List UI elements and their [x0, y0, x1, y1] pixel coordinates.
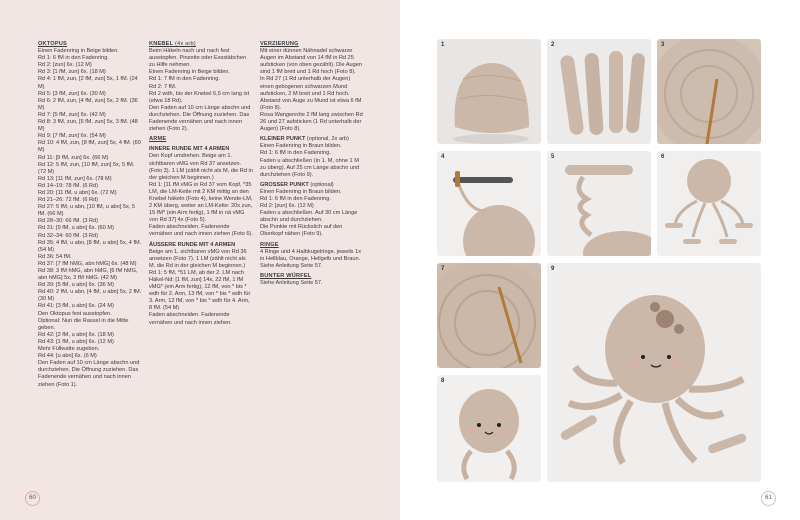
instruction-line — [149, 76, 253, 83]
instruction-line — [38, 183, 142, 190]
instruction-line — [38, 339, 142, 346]
photo-number: 8 — [441, 378, 445, 384]
subsection-heading — [149, 146, 253, 153]
instruction-line — [260, 158, 364, 179]
section-heading — [260, 273, 364, 280]
line-text: Rd 1: 7 fM in den Fadenring. — [149, 76, 220, 83]
line-text: Rd 20: [11 fM, u abn] 6x. (72 M) — [38, 189, 117, 196]
instruction-line — [38, 318, 142, 332]
instruction-line — [260, 48, 364, 76]
text-column-2 — [149, 38, 253, 327]
instruction-line — [38, 112, 142, 119]
line-text: Rd 42: [2 fM, u abn] 6x. (18 M) — [38, 331, 114, 338]
photo-number: 7 — [441, 266, 445, 272]
line-text: OKTOPUS — [38, 41, 67, 47]
text-column-1 — [38, 38, 142, 389]
line-text: KNEBEL — [149, 41, 174, 47]
photo-number: 5 — [551, 154, 555, 160]
line-text: Rd 41: [3 fM, u abn] 6x. (24 M) — [38, 303, 114, 310]
line-text: Rd 3: [1 fM, zun] 6x. (18 M) — [38, 69, 106, 76]
line-text: Rd 31: [9 fM, u abn] 6x. (60 M) — [38, 225, 114, 232]
line-text: KLEINER PUNKT — [260, 136, 306, 143]
subsection-heading — [149, 242, 253, 249]
arm-illustration — [547, 151, 651, 256]
instruction-line — [38, 62, 142, 69]
subsection-heading — [260, 136, 364, 143]
photo-9-finished-octopus — [547, 263, 761, 482]
instruction-line — [260, 196, 364, 203]
line-text: Faden u abschließen. Auf 30 cm Länge abschn und durchziehen. — [260, 210, 358, 224]
photo-number: 3 — [661, 42, 665, 48]
line-text: Den Faden auf 10 cm Länge abschn und durchziehen. Die Öffnung zuziehen. Das Fadenende vernähen und nach innen ziehen (Foto 1). — [38, 360, 140, 388]
line-text: Mehr Füllwatte zugeben. — [38, 346, 100, 353]
instruction-line — [38, 119, 142, 133]
line-text: Rd 38: 3 fM hMG, abn hMG, [6 fM hMG, abn hMG] 5x, 3 fM hMG. (42 M) — [38, 268, 138, 282]
instruction-line — [38, 162, 142, 176]
line-text: In Rd 27 (1 Rd unterhalb der Augen) einen gebogenen schwarzen Mund aufsticken, 2 M breit und 1 Rd hoch. Abstand von Auge zu Mund ist etwa 6 fM (Foto 8). — [260, 76, 362, 111]
line-text: Siehe Anleitung Seite 57. — [260, 280, 323, 286]
line-text: Faden abschneiden. Fadenende vernähen und nach innen ziehen. — [149, 312, 232, 326]
instruction-line — [38, 133, 142, 140]
instruction-line — [149, 91, 253, 105]
instruction-line — [260, 150, 364, 157]
instruction-line — [38, 346, 142, 353]
heading-note: (optional) — [308, 181, 334, 188]
section-heading — [38, 41, 142, 48]
section-heading — [149, 136, 253, 143]
line-text: Faden abschneiden. Fadenende vernähen und nach innen ziehen (Foto 6). — [149, 224, 253, 238]
instruction-line — [38, 289, 142, 303]
line-text: Rd 13: [11 fM, zun] 6x. (78 M) — [38, 175, 112, 182]
line-text: Rd 12: 5 fM, zun, [10 fM, zun] 5x, 5 fM. (72 M) — [38, 161, 135, 175]
instruction-line — [38, 233, 142, 240]
line-text: Einen Fadenring in Braun bilden. — [260, 188, 342, 195]
photo-number: 9 — [551, 266, 555, 272]
line-text: Rd 44: [u abn] 6x. (6 M) — [38, 353, 97, 360]
instruction-line — [38, 240, 142, 254]
line-text: Rd 39: [5 fM, u abn] 6x. (36 M) — [38, 282, 114, 289]
photo-7-outer-round — [437, 263, 541, 368]
photo-3-yarn-start — [657, 39, 761, 144]
line-text: Rd 4: 1 fM, zun, [2 fM, zun] 5x, 1 fM. (24 M) — [38, 76, 138, 90]
line-text: Rd 1: [11 fM vMG in Rd 37 vom Kopf, *35 LM, die LM-Kette mit 2 KM mittig an den Knebel häkeln (Foto 4), keine Wende-LM, 2 KM überg, weiter an LM-Kette: 20x zun, 15 fM* (ein Arm fertig), 1 fM in nä vMG von Rd 37] 4x (Foto 5). — [149, 181, 253, 224]
instruction-line — [38, 204, 142, 218]
line-text: Rd 2 wdh, bis der Knebel 6,5 cm lang ist (etwa 18 Rd). — [149, 90, 250, 104]
instruction-line — [260, 280, 364, 287]
photo-2-knebel — [547, 39, 651, 144]
line-text: Rd 43: [1 fM, u abn] 6x. (12 M) — [38, 338, 114, 345]
line-text: Rd 7: [5 fM, zun] 6x. (42 M) — [38, 111, 106, 118]
photo-number: 1 — [441, 42, 445, 48]
instruction-line — [260, 189, 364, 196]
line-text: Rd 14–19: 78 fM. (6 Rd) — [38, 182, 99, 189]
line-text: ARME — [149, 136, 167, 143]
line-text: Rd 2: [zun] 6x. (12 M) — [38, 62, 92, 69]
instruction-line — [149, 224, 253, 238]
line-text: Rd 28–30: 66 fM. (3 Rd) — [38, 218, 99, 225]
subsection-heading — [260, 182, 364, 189]
instruction-line — [149, 182, 253, 225]
text-column-3 — [260, 38, 364, 287]
heading-note: (4x arb) — [173, 41, 196, 47]
instruction-line — [38, 98, 142, 112]
instruction-line — [38, 311, 142, 318]
outer-round-illustration — [437, 263, 541, 368]
line-text: Rd 35: 4 fM, u abn, [8 fM, u abn] 5x, 4 fM. (54 M) — [38, 239, 142, 253]
photo-8-face — [437, 375, 541, 482]
page-number-left: 60 — [25, 491, 40, 506]
instruction-line — [260, 112, 364, 133]
line-text: Beige am 1. sichtbaren vMG von Rd 36 ansetzen (Foto 7). 1 LM (zählt nicht als M, die Rd in der gleichen M beginnen.) — [149, 248, 247, 269]
yarn-start-illustration — [657, 39, 761, 144]
line-text: Faden u abschließen (in 1. M, ohne 1 M zu überg). Auf 25 cm Länge abschn und durchziehen (Foto 9). — [260, 157, 360, 178]
instruction-line — [260, 224, 364, 238]
line-text: INNERE RUNDE MIT 4 ARMEN — [149, 146, 230, 153]
line-text: BUNTER WÜRFEL — [260, 272, 312, 279]
line-text: Den Faden auf 10 cm Länge abschn und durchziehen. Die Öffnung zuziehen. Das Fadenende vernähen und nach innen ziehen (Foto 2). — [149, 104, 251, 133]
photo-4-chain-knebel — [437, 151, 541, 256]
line-text: RINGE — [260, 241, 279, 248]
photo-number: 6 — [661, 154, 665, 160]
instruction-line — [260, 210, 364, 224]
instruction-line — [38, 360, 142, 388]
instruction-line — [149, 270, 253, 313]
instruction-line — [38, 69, 142, 76]
section-heading — [260, 242, 364, 249]
heading-note: (optional, 2x arb) — [305, 136, 349, 143]
instruction-line — [38, 91, 142, 98]
line-text: Beim Häkeln nach und nach fest ausstopfen. Pinzette oder Essstäbchen zu Hilfe nehmen. — [149, 48, 247, 69]
instruction-line — [38, 282, 142, 289]
line-text: Rd 1: 6 fM in den Fadenring. — [260, 195, 331, 202]
instruction-line — [149, 249, 253, 270]
instruction-line — [260, 143, 364, 150]
finished-octopus-illustration — [547, 263, 761, 482]
instruction-line — [38, 140, 142, 154]
section-heading — [149, 41, 253, 48]
instruction-line — [260, 76, 364, 111]
instruction-line — [38, 268, 142, 282]
knebel-illustration — [547, 39, 651, 144]
instruction-line — [38, 48, 142, 55]
line-text: Rd 40: 2 fM, u abn, [4 fM, u abn] 5x, 2 fM. (30 M) — [38, 289, 142, 303]
instruction-line — [38, 303, 142, 310]
instruction-line — [260, 249, 364, 270]
line-text: Einen Fadenring in Beige bilden. — [149, 69, 230, 76]
line-text: Rd 1: 6 fM in den Fadenring. — [260, 150, 331, 157]
line-text: Einen Fadenring in Braun bilden. — [260, 143, 342, 150]
line-text: ÄUSSERE RUNDE MIT 4 ARMEN — [149, 241, 236, 248]
line-text: Rd 32–34: 60 fM. (3 Rd) — [38, 232, 99, 239]
line-text: Rd 2: 7 fM. — [149, 83, 177, 90]
instruction-line — [38, 353, 142, 360]
photo-number: 4 — [441, 154, 445, 160]
instruction-line — [149, 84, 253, 91]
photo-6-four-arms — [657, 151, 761, 256]
photo-5-first-arm — [547, 151, 651, 256]
line-text: Rd 1: 5 fM, *51 LM, ab der 2. LM nach Häkel-Nd: [1 fM, zun] 14x, 22 fM, 1 fM vMG* (ein Arm fertig), 12 fM, von * bis * wdh für 2. Arm, 13 fM, von * bis * wdh für 3. Arm, 12 fM, von * bis * wdh für 4. Arm, 8 fM. (54 M) — [149, 269, 251, 312]
instruction-line — [38, 332, 142, 339]
line-text: Rd 1: 6 fM in den Fadenring. — [38, 55, 109, 62]
line-text: Optional: Nun die Rassel in die Mitte geben. — [38, 317, 129, 331]
instruction-line — [38, 197, 142, 204]
line-text: Rd 8: 3 fM, zun, [6 fM, zun] 5x, 3 fM. (48 M) — [38, 119, 138, 133]
line-text: Rd 27: 5 fM, u abn, [10 fM, u abn] 5x, 5 fM. (66 M) — [38, 204, 136, 218]
instruction-line — [38, 76, 142, 90]
line-text: Einen Fadenring in Beige bilden. — [38, 48, 119, 55]
page-number-right: 61 — [761, 491, 776, 506]
line-text: Mit einer dünnen Nähnadel schwarze Augen im Abstand von 14 fM in Rd 25 aufsticken (von oben gezählt). Die Augen sind 1 fM breit und 1 Rd hoch (Foto 8). — [260, 48, 362, 76]
instruction-line — [38, 218, 142, 225]
instruction-line — [149, 312, 253, 326]
instruction-line — [38, 155, 142, 162]
line-text: Die Punkte mit Rückstich auf den Oberkopf nähen (Foto 9). — [260, 224, 343, 238]
instruction-line — [38, 190, 142, 197]
chain-illustration — [437, 151, 541, 256]
instruction-line — [38, 55, 142, 62]
line-text: Rd 9: [7 fM, zun] 6x. (54 M) — [38, 133, 106, 140]
instruction-line — [149, 153, 253, 181]
instruction-line — [38, 261, 142, 268]
section-heading — [260, 41, 364, 48]
instruction-line — [260, 203, 364, 210]
line-text: VERZIERUNG — [260, 41, 299, 47]
line-text: Rd 36: 54 fM. — [38, 253, 72, 260]
instruction-line — [149, 69, 253, 76]
line-text: Rd 10: 4 fM, zun, [8 fM, zun] 5x, 4 fM. (60 M) — [38, 140, 141, 154]
head-illustration — [437, 39, 541, 144]
line-text: Den Kopf umdrehen. Beige am 1. sichtbaren vMG von Rd 37 ansetzen. (Foto 3). 1 LM (zählt nicht als M, die Rd in der gleichen M beginnen.) — [149, 153, 253, 181]
line-text: Rd 21–26: 72 fM. (6 Rd) — [38, 197, 99, 204]
photo-1-octopus-head — [437, 39, 541, 144]
instruction-line — [38, 225, 142, 232]
line-text: Rd 37: [7 fM hMG, abn hMG] 6x. (48 M) — [38, 260, 137, 267]
line-text: Rd 5: [3 fM, zun] 6x. (30 M) — [38, 90, 106, 97]
instruction-line — [38, 254, 142, 261]
line-text: 4 Ringe und 4 Halbkugelringe, jeweils 1x in Hellblau, Orange, Hellgelb und Braun. Siehe Anleitung Seite 57. — [260, 248, 362, 269]
instruction-line — [149, 48, 253, 69]
photo-number: 2 — [551, 42, 555, 48]
instruction-line — [149, 105, 253, 133]
line-text: Rd 11: [9 fM, zun] 6x. (66 M) — [38, 154, 109, 161]
line-text: Den Oktopus fest ausstopfen. — [38, 310, 112, 317]
line-text: Rd 6: 2 fM, zun, [4 fM, zun] 5x, 2 fM. (36 M) — [38, 97, 138, 111]
instruction-line — [38, 176, 142, 183]
line-text: Rd 2: [zun] 6x. (12 M) — [260, 203, 314, 210]
four-arms-illustration — [657, 151, 761, 256]
face-illustration — [437, 375, 541, 482]
line-text: GROSSER PUNKT — [260, 181, 309, 188]
line-text: Rosa Wangenröte 2 fM lang zwischen Rd 26 und 27 aufsticken (1 Rd unterhalb der Augen) (Foto 8). — [260, 111, 363, 133]
